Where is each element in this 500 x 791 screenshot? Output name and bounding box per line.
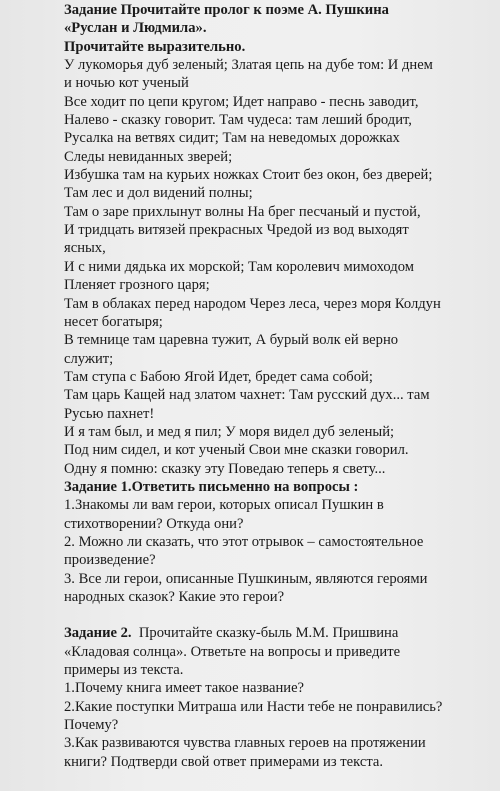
poem-line: Русалка на ветвях сидит; Там на неведомых дорожках [64, 130, 400, 147]
task1-instruction: Прочитайте выразительно. [64, 38, 246, 55]
poem-line: Избушка там на курьих ножках Стоит без окон, без дверей; [64, 167, 433, 184]
task2-line: «Кладовая солнца». Ответьте на вопросы и приведите [64, 643, 401, 660]
poem-line: У лукоморья дуб зеленый; Златая цепь на дубе том: И днем [64, 57, 433, 74]
poem-line: и ночью кот ученый [64, 75, 189, 92]
task2-line: 1.Почему книга имеет такое название? [64, 680, 305, 697]
poem-line: И с ними дядька их морской; Там королевич мимоходом [64, 258, 414, 275]
poem-line: Там лес и дол видений полны; [64, 185, 253, 202]
poem-line: Налево - сказку говорит. Там чудеса: там леший бродит, [64, 112, 412, 129]
poem-line: Следы невиданных зверей; [64, 148, 233, 165]
task2-label: Задание 2. [64, 625, 132, 642]
section-spacer [64, 606, 478, 624]
poem-line: Пленяет грозного царя; [64, 277, 210, 294]
task1-title-line2: «Руслан и Людмила». [64, 20, 207, 37]
task2-intro-start: Прочитайте сказку-быль М.М. Пришвина [131, 625, 399, 642]
poem-line: И я там был, и мед я пил; У моря видел дуб зеленый; [64, 423, 395, 440]
questions1-list [64, 496, 478, 606]
poem-line: Там о заре прихлынут волны На брег песчаный и пустой, [64, 203, 421, 220]
poem-line: Все ходит по цепи кругом; Идет направо - песнь заводит, [64, 93, 419, 110]
question-line: 2. Можно ли сказать, что этот отрывок – самостоятельное [64, 533, 424, 550]
task2-line: 3.Как развиваются чувства главных героев на протяжении [64, 735, 426, 752]
task1-title-line1: Задание Прочитайте пролог к поэме А. Пушкина [64, 2, 389, 18]
poem-line: ясных, [64, 240, 106, 257]
poem-line: Там в облаках перед народом Через леса, через моря Колдун [64, 295, 441, 312]
question-line: 1.Знакомы ли вам герои, которых описал Пушкин в [64, 497, 384, 514]
poem-line: Одну я помню: сказку эту Поведаю теперь я свету... [64, 460, 386, 477]
task2-text [64, 643, 478, 771]
task2-line: Почему? [64, 717, 119, 734]
poem-line: Русью пахнет! [64, 405, 155, 422]
poem-line: несет богатыря; [64, 313, 163, 330]
question-line: произведение? [64, 552, 156, 569]
question-line: стихотворении? Откуда они? [64, 515, 244, 532]
poem-text [64, 56, 478, 478]
poem-line: В темнице там царевна тужит, А бурый волк ей верно [64, 332, 399, 349]
question-line: 3. Все ли герои, описанные Пушкиным, являются героями [64, 570, 428, 587]
task2-line: книги? Подтверди свой ответ примерами из текста. [64, 753, 383, 770]
question-line: народных сказок? Какие это герои? [64, 589, 285, 605]
poem-line: Под ним сидел, и кот ученый Свои мне сказки говорил. [64, 442, 409, 459]
task2-heading [64, 624, 478, 642]
task2-line: примеры из текста. [64, 662, 184, 679]
poem-line: Там ступа с Бабою Ягой Идет, бредет сама собой; [64, 368, 373, 385]
poem-line: служит; [64, 350, 114, 367]
questions1-title: Задание 1.Ответить письменно на вопросы : [64, 478, 359, 495]
poem-line: Там царь Кащей над златом чахнет: Там русский дух... там [64, 387, 430, 404]
task2-line: 2.Какие поступки Митраша или Насти тебе не понравились? [64, 698, 443, 715]
poem-line: И тридцать витязей прекрасных Чредой из вод выходят [64, 222, 409, 239]
